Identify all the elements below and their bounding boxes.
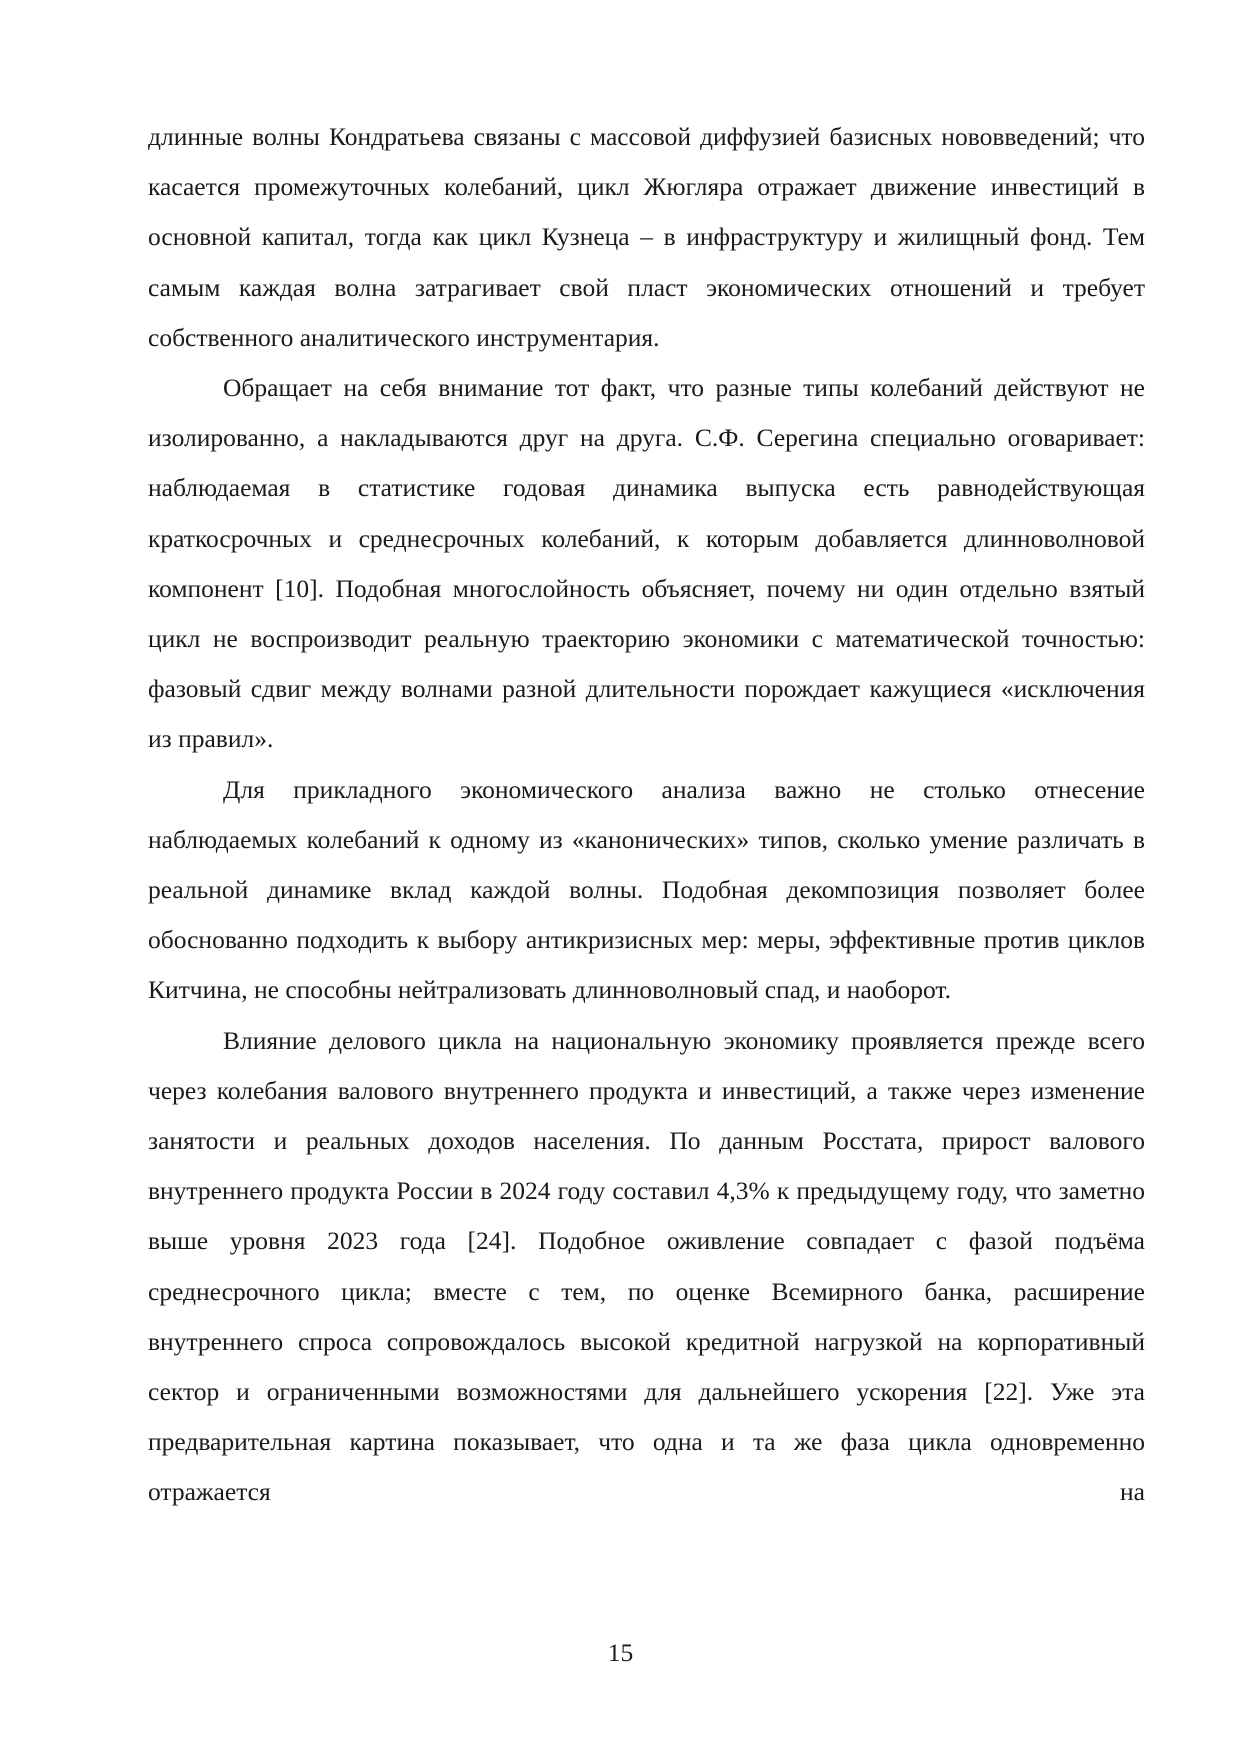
paragraph-2: Обращает на себя внимание тот факт, что разные типы колебаний действуют не изолированно, а накладываются друг на друга. С.Ф. Серегина специально оговаривает: наблюдаемая в статистике годовая динамика выпуска есть равнодействующая краткосрочных и среднесрочных колебаний, к которым добавляется длинноволновой компонент [10]. Подобная многослойность объясняет, почему ни один отдельно взятый цикл не воспроизводит реальную траекторию экономики с математической точностью: фазовый сдвиг между волнами разной длительности порождает кажущиеся «исключения из правил». (148, 373, 1145, 754)
paragraph-3: Для прикладного экономического анализа важно не столько отнесение наблюдаемых колебаний к одному из «канонических» типов, сколько умение различать в реальной динамике вклад каждой волны. Подобная декомпозиция позволяет более обоснованно подходить к выбору антикризисных мер: меры, эффективные против циклов Китчина, не способны нейтрализовать длинноволновый спад, и наоборот. (148, 774, 1145, 1005)
paragraph-1: длинные волны Кондратьева связаны с массовой диффузией базисных нововведений; что касается промежуточных колебаний, цикл Жюгляра отражает движение инвестиций в основной капитал, тогда как цикл Кузнеца – в инфраструктуру и жилищный фонд. Тем самым каждая волна затрагивает свой пласт экономических отношений и требует собственного аналитического инструментария. (148, 122, 1145, 352)
page-number: 15 (607, 1638, 634, 1667)
document-body (148, 112, 1145, 1518)
paragraph-4: Влияние делового цикла на национальную экономику проявляется прежде всего через колебания валового внутреннего продукта и инвестиций, а также через изменение занятости и реальных доходов населения. По данным Росстата, прирост валового внутреннего продукта России в 2024 году составил 4,3% к предыдущему году, что заметно выше уровня 2023 года [24]. Подобное оживление совпадает с фазой подъёма среднесрочного цикла; вместе с тем, по оценке Всемирного банка, расширение внутреннего спроса сопровождалось высокой кредитной нагрузкой на корпоративный сектор и ограниченными возможностями для дальнейшего ускорения [22]. Уже эта предварительная картина показывает, что одна и та же фаза цикла одновременно отражается на (148, 1025, 1145, 1507)
